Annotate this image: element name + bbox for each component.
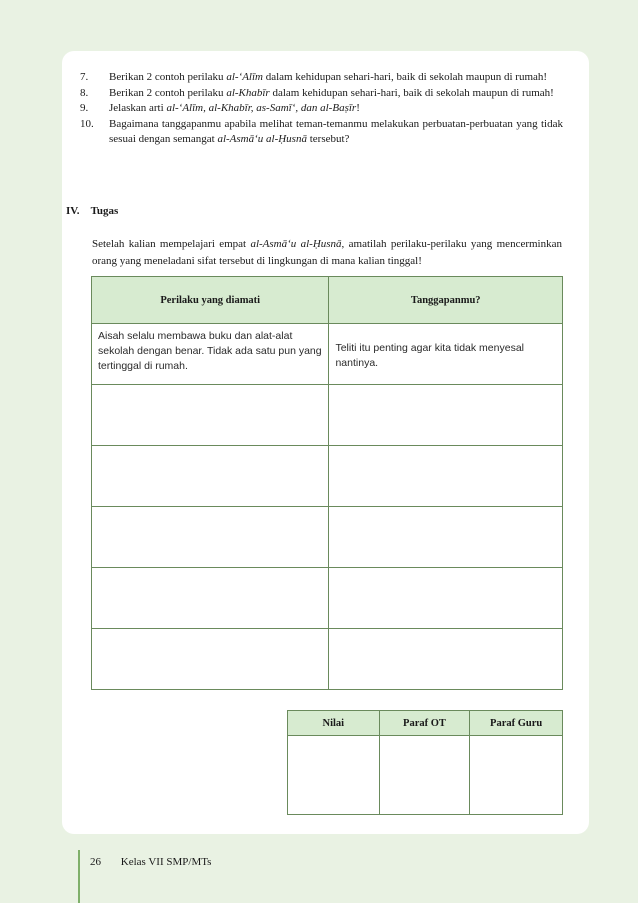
table-row — [92, 385, 563, 446]
question-number: 8. — [80, 86, 89, 99]
question-item — [80, 117, 563, 148]
table-row — [92, 446, 563, 507]
table-row — [92, 568, 563, 629]
question-text: Bagaimana tanggapanmu apabila melihat teman-temanmu melakukan perbuatan-perbuatan yang tidak sesuai dengan semangat al-Asmā‘u al-Ḥusnā tersebut? — [109, 117, 563, 145]
response-cell — [329, 324, 563, 385]
response-cell[interactable] — [329, 446, 563, 507]
observation-table — [91, 276, 563, 690]
table-row — [92, 507, 563, 568]
behavior-cell — [92, 324, 329, 385]
response-cell[interactable] — [329, 629, 563, 690]
header-paraf-guru: Paraf Guru — [470, 711, 563, 736]
question-number: 10. — [80, 117, 94, 130]
header-paraf-ot: Paraf OT — [379, 711, 470, 736]
table-row — [92, 324, 563, 385]
response-cell[interactable] — [329, 385, 563, 446]
table-row — [92, 629, 563, 690]
footer-accent-bar — [78, 850, 80, 903]
question-text: Berikan 2 contoh perilaku al-‘Alīm dalam kehidupan sehari-hari, baik di sekolah maupun di rumah! — [109, 71, 548, 83]
question-list — [80, 70, 563, 148]
response-cell[interactable] — [329, 568, 563, 629]
section-number: IV. — [66, 205, 80, 217]
question-item — [80, 70, 563, 86]
question-number: 7. — [80, 71, 89, 83]
behavior-cell[interactable] — [92, 568, 329, 629]
response-text: Teliti itu penting agar kita tidak menyesal nantinya. — [335, 342, 524, 369]
nilai-cell[interactable] — [288, 736, 380, 815]
section-title: Tugas — [90, 205, 119, 217]
behavior-cell[interactable] — [92, 507, 329, 568]
behavior-cell[interactable] — [92, 629, 329, 690]
response-cell[interactable] — [329, 507, 563, 568]
page-footer — [90, 856, 211, 868]
question-item — [80, 86, 563, 102]
instruction-text: Setelah kalian mempelajari empat al-Asmā‘u al-Ḥusnā, amatilah perilaku-perilaku yang mencerminkan orang yang meneladani sifat tersebut di lingkungan di mana kalian tinggal! — [92, 238, 562, 267]
header-nilai: Nilai — [288, 711, 380, 736]
behavior-cell[interactable] — [92, 446, 329, 507]
section-heading — [66, 205, 118, 217]
paraf-guru-cell[interactable] — [470, 736, 563, 815]
column-header-response: Tanggapanmu? — [329, 277, 563, 324]
behavior-cell[interactable] — [92, 385, 329, 446]
signature-table — [287, 710, 563, 815]
page-number: 26 — [90, 856, 101, 868]
question-text: Berikan 2 contoh perilaku al-Khabīr dalam kehidupan sehari-hari, baik di sekolah maupun di rumah! — [109, 86, 554, 99]
question-item — [80, 101, 563, 117]
question-text: Jelaskan arti al-‘Alīm, al-Khabīr, as-Samī‘, dan al-Baṣīr! — [109, 102, 360, 114]
book-title: Kelas VII SMP/MTs — [120, 856, 212, 868]
behavior-text: Aisah selalu membawa buku dan alat-alat sekolah dengan benar. Tidak ada satu pun yang tertinggal di rumah. — [98, 330, 322, 372]
question-number: 9. — [80, 102, 89, 114]
paraf-ot-cell[interactable] — [379, 736, 470, 815]
column-header-behavior: Perilaku yang diamati — [92, 277, 329, 324]
